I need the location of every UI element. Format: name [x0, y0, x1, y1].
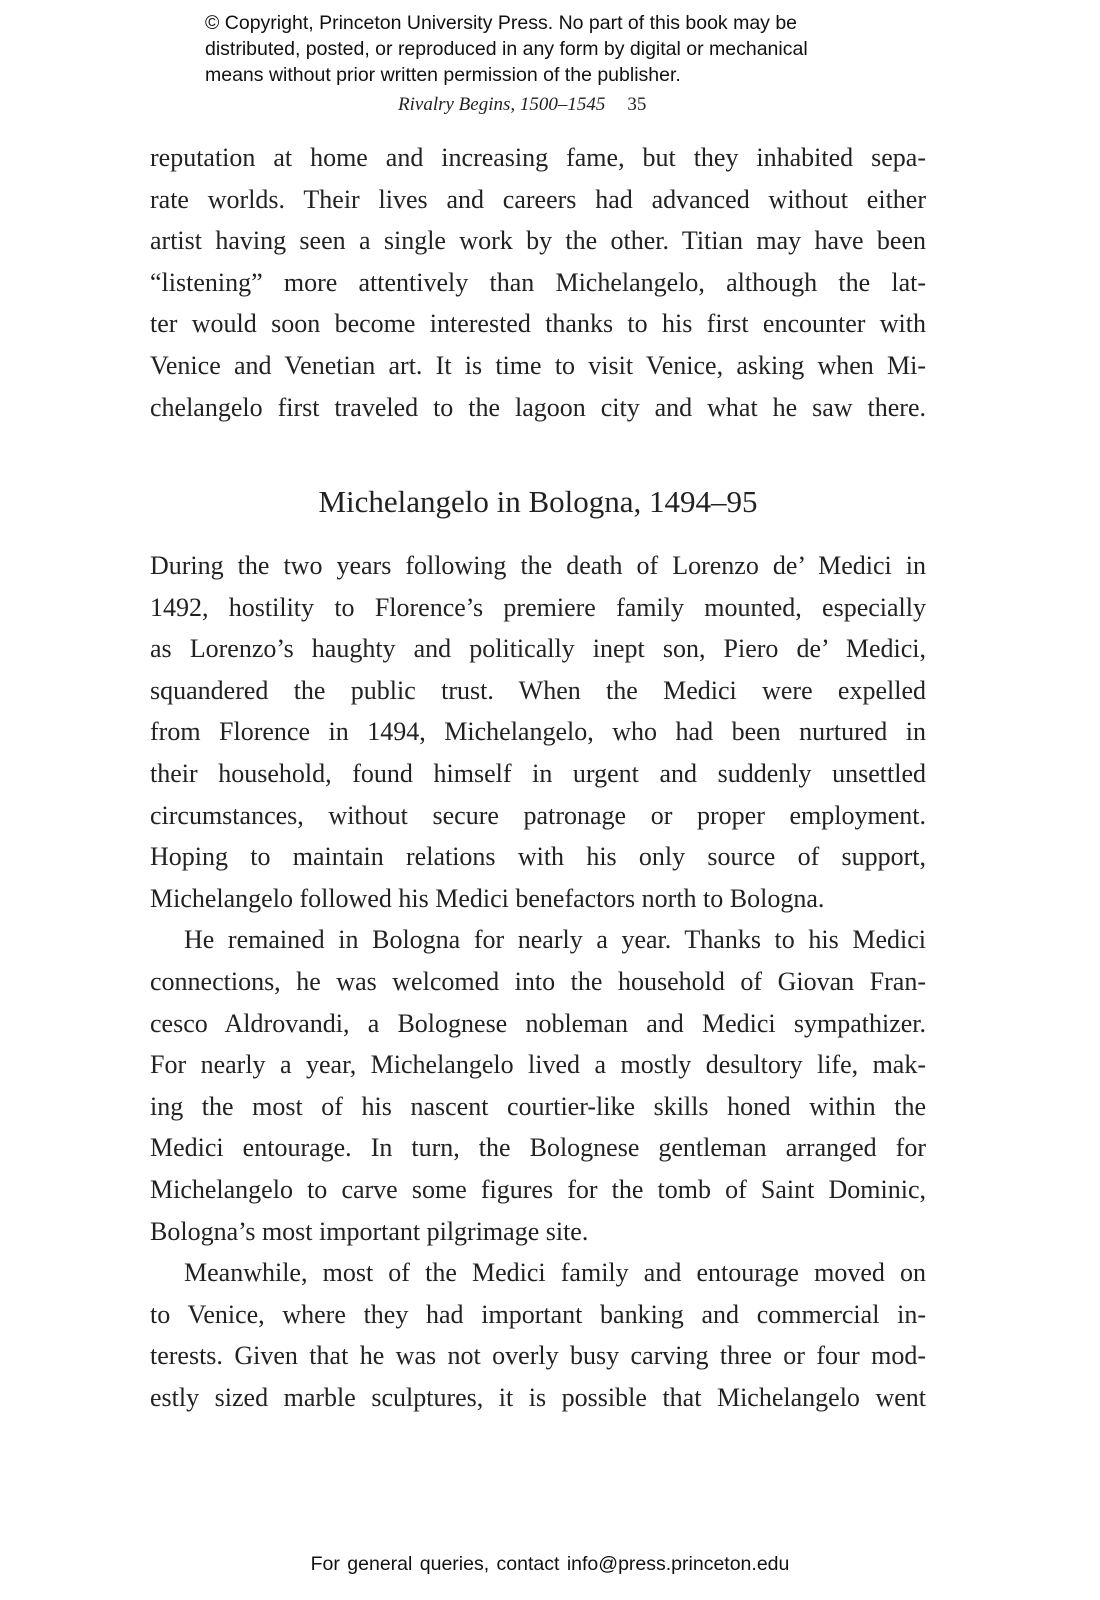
- copyright-line: © Copyright, Princeton University Press. No part of this book may be: [205, 12, 798, 34]
- text-line: 1492, hostility to Florence’s premiere family mounted, especially: [150, 592, 926, 622]
- text-line: Meanwhile, most of the Medici family and entourage moved on: [184, 1258, 926, 1288]
- text-line: to Venice, where they had important banking and commercial in-: [150, 1299, 926, 1329]
- paragraph: [150, 919, 926, 1252]
- text-line: Michelangelo followed his Medici benefactors north to Bologna.: [150, 883, 825, 913]
- text-line: cesco Aldrovandi, a Bolognese nobleman and Medici sympathizer.: [150, 1008, 926, 1038]
- text-line: squandered the public trust. When the Medici were expelled: [150, 675, 926, 705]
- text-line: estly sized marble sculptures, it is possible that Michelangelo went: [150, 1382, 926, 1412]
- copyright-line: means without prior written permission of the publisher.: [205, 64, 681, 86]
- text-line: ter would soon become interested thanks to his first encounter with: [150, 309, 926, 339]
- paragraph-continued: [150, 137, 926, 428]
- paragraph: [150, 545, 926, 919]
- page-number: 35: [627, 94, 647, 115]
- text-line: Michelangelo to carve some figures for the tomb of Saint Dominic,: [150, 1174, 926, 1204]
- text-line: ing the most of his nascent courtier-like skills honed within the: [150, 1091, 926, 1121]
- text-line: terests. Given that he was not overly busy carving three or four mod-: [150, 1341, 926, 1371]
- text-line: circumstances, without secure patronage or proper employment.: [150, 800, 926, 830]
- text-line: as Lorenzo’s haughty and politically inept son, Piero de’ Medici,: [150, 634, 926, 664]
- copyright-line: distributed, posted, or reproduced in any form by digital or mechanical: [205, 38, 808, 60]
- body-text: [150, 545, 926, 1418]
- text-line: from Florence in 1494, Michelangelo, who had been nurtured in: [150, 717, 926, 747]
- text-line: connections, he was welcomed into the household of Giovan Fran-: [150, 966, 926, 996]
- text-line: During the two years following the death of Lorenzo de’ Medici in: [150, 551, 926, 580]
- paragraph: [150, 1252, 926, 1418]
- text-line: artist having seen a single work by the other. Titian may have been: [150, 226, 926, 256]
- running-head: [398, 92, 646, 118]
- section-heading: Michelangelo in Bologna, 1494–95: [318, 484, 758, 519]
- text-line: For nearly a year, Michelangelo lived a mostly desultory life, mak-: [150, 1050, 926, 1080]
- text-line: Venice and Venetian art. It is time to visit Venice, asking when Mi-: [150, 350, 926, 380]
- text-line: Hoping to maintain relations with his only source of support,: [150, 842, 926, 872]
- text-line: “listening” more attentively than Michelangelo, although the lat-: [150, 267, 926, 297]
- text-line: rate worlds. Their lives and careers had advanced without either: [150, 184, 926, 214]
- text-line: Medici entourage. In turn, the Bolognese gentleman arranged for: [150, 1133, 926, 1163]
- text-line: reputation at home and increasing fame, but they inhabited sepa-: [150, 143, 926, 172]
- text-line: Bologna’s most important pilgrimage site.: [150, 1216, 589, 1246]
- text-line: their household, found himself in urgent and suddenly unsettled: [150, 758, 926, 788]
- footer-contact: For general queries, contact info@press.princeton.edu: [310, 1553, 790, 1575]
- running-head-title: Rivalry Begins, 1500–1545: [398, 94, 606, 115]
- text-line: He remained in Bologna for nearly a year. Thanks to his Medici: [184, 925, 926, 955]
- text-line: chelangelo first traveled to the lagoon city and what he saw there.: [150, 392, 926, 422]
- copyright-notice: [205, 10, 965, 88]
